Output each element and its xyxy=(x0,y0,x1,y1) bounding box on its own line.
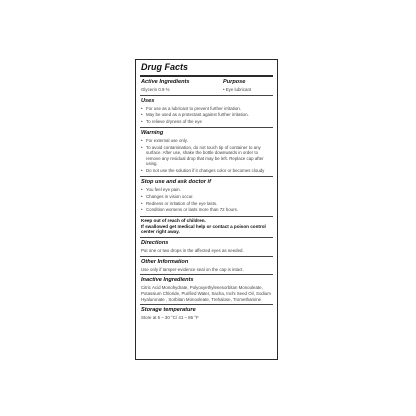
other-info-text: Use only if tamper-evidence seal on the cap is intact. xyxy=(141,266,244,272)
uses-list xyxy=(141,106,273,125)
other-info-heading: Other Information xyxy=(141,258,189,265)
active-ingredient-value: Glycerin 0.9 % xyxy=(141,87,170,92)
uses-heading: Uses xyxy=(141,97,155,104)
list-item: • Do not use the solution if it changes color or becomes cloudy xyxy=(141,168,273,173)
warning-list xyxy=(141,138,273,173)
list-item: • May be used as a protectant against further irritation. xyxy=(141,112,273,117)
purpose-heading: Purpose xyxy=(223,79,246,85)
storage-heading: Storage temperature xyxy=(141,307,196,314)
storage-text: Store at 5 – 30 °C/ 41 – 86 °F xyxy=(141,315,199,321)
purpose-value: • Eye lubricant xyxy=(223,87,252,92)
storage-section xyxy=(140,305,273,323)
uses-section xyxy=(140,96,273,129)
other-info-section xyxy=(140,257,273,276)
active-ingredients-section xyxy=(140,77,273,96)
poison-control-line: If swallowed get medical help or contact a poison control center right away. xyxy=(141,223,266,235)
warning-heading: Warning xyxy=(141,130,164,137)
inactive-ingredients-section xyxy=(140,275,273,305)
drug-facts-title: Drug Facts xyxy=(140,60,273,77)
list-item: • To avoid contamination, do not touch tip of container to any surface. After use, shake the bottle downwards in order to remove any residual drop that may be left. Replace cap after using. xyxy=(141,145,273,167)
active-ingredients-row xyxy=(141,87,273,93)
active-ingredients-header xyxy=(141,78,273,87)
directions-section xyxy=(140,238,273,257)
list-item: • To relieve dryness of the eye xyxy=(141,119,273,124)
warning-section xyxy=(140,128,273,177)
list-item: • Changes in vision occur. xyxy=(141,194,273,199)
stop-use-section xyxy=(140,177,273,216)
list-item: • For use as a lubricant to prevent further irritation. xyxy=(141,106,273,111)
list-item: • Redness or irritation of the eye lasts. xyxy=(141,201,273,206)
list-item: • For external use only. xyxy=(141,138,273,143)
keep-out-section xyxy=(140,217,273,238)
list-item: • Condition worsens or lasts more than 72 hours. xyxy=(141,207,273,212)
stop-use-heading: Stop use and ask doctor if xyxy=(141,179,211,186)
drug-facts-panel xyxy=(135,59,278,360)
keep-out-line: Keep out of reach of children. xyxy=(141,217,206,223)
directions-heading: Directions xyxy=(141,240,169,247)
active-ingredients-heading: Active Ingredients xyxy=(141,79,190,85)
list-item: • You feel eye pain. xyxy=(141,187,273,192)
inactive-ingredients-text: Citric Acid Monohydrate, Polyoxyethylenesorbitan Monooleate, Potassium Chloride, Purified Water, Sacha, Inchi Seed Oil, Sodium Hyaluronate , Sorbitan Monooleate, Trehalose, Tromethamine xyxy=(141,285,271,302)
stop-use-list xyxy=(141,187,273,212)
directions-text: Put one or two drops in the affected eyes as needed. xyxy=(141,248,244,254)
inactive-ingredients-heading: Inactive Ingredients xyxy=(141,277,194,284)
